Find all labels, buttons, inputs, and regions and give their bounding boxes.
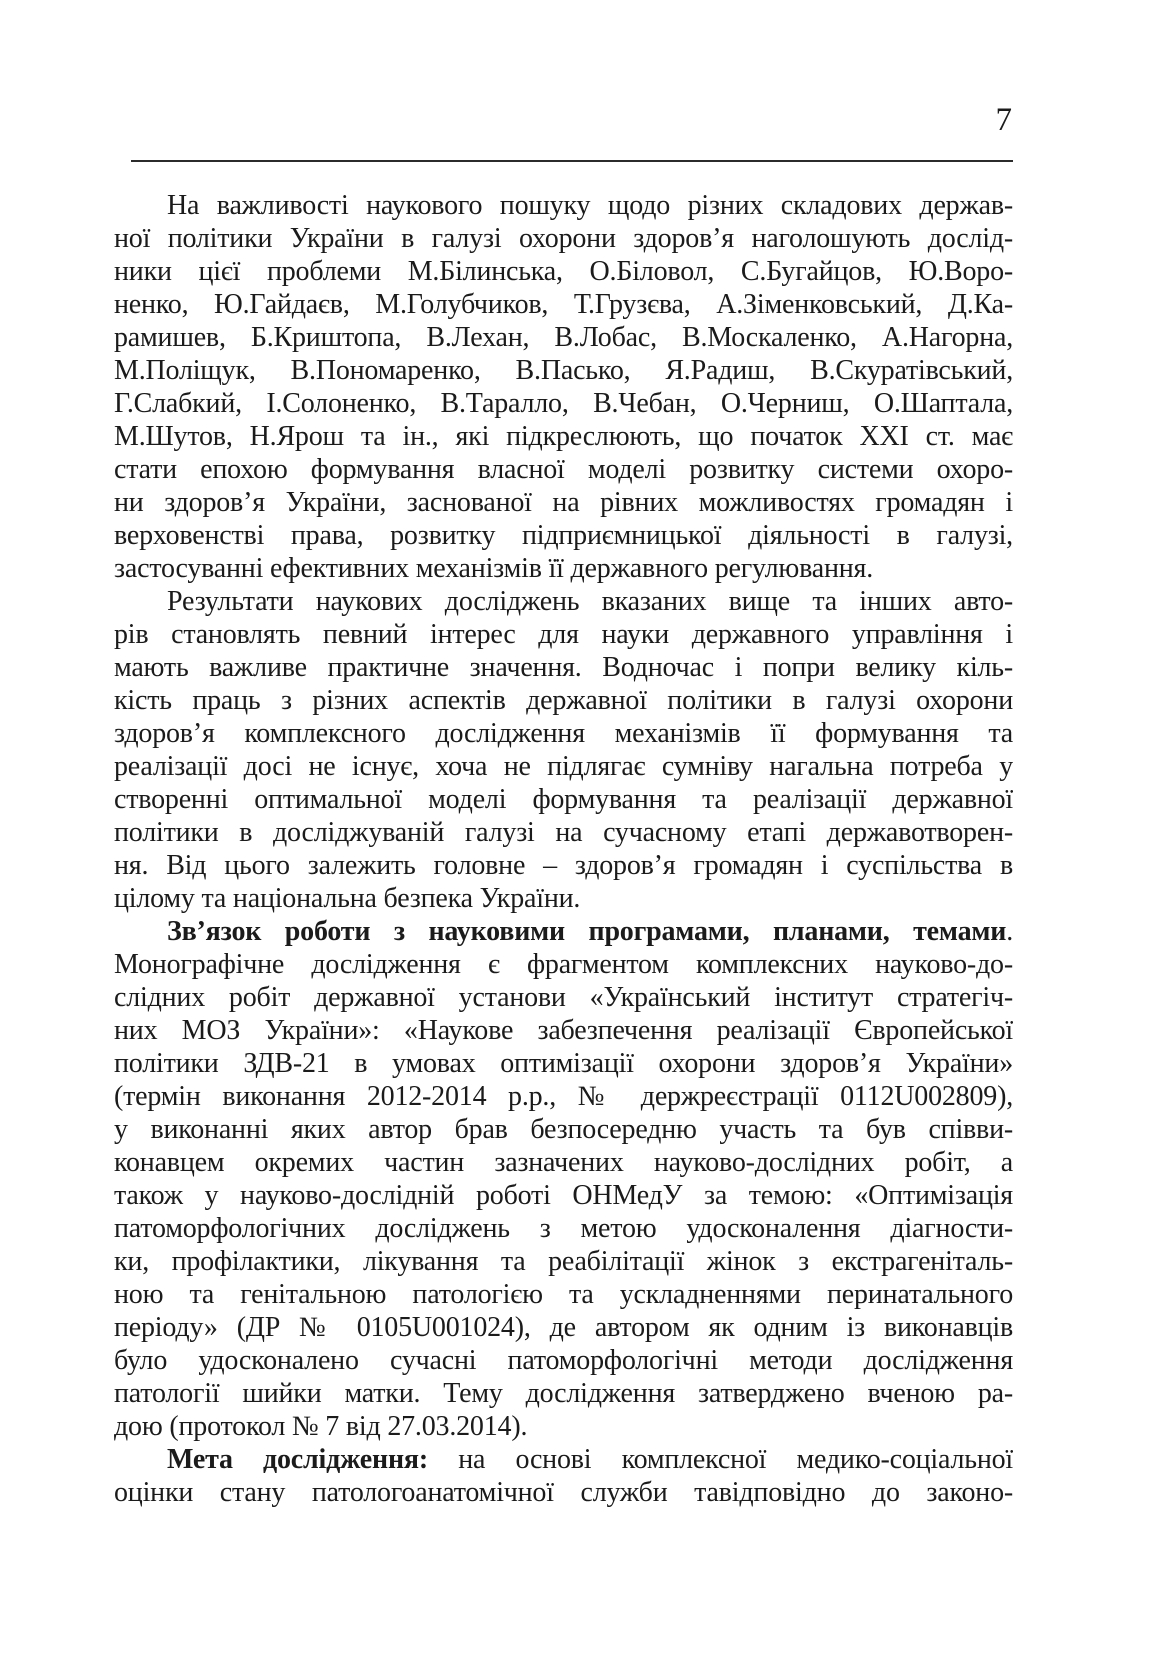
text-line: [114, 816, 1013, 849]
text-line: [114, 1212, 1013, 1245]
text-segment: ненко, Ю.Гайдаєв, М.Голубчиков, Т.Грузєва, А.Зіменковський, Д.Ка-: [114, 289, 1013, 320]
text-line: [114, 1179, 1013, 1212]
text-segment: ни здоров’я України, заснованої на рівних можливостях громадян і: [114, 487, 1013, 518]
text-segment: конавцем окремих частин зазначених науково-дослідних робіт, а: [114, 1147, 1013, 1178]
text-segment: Г.Слабкий, І.Солоненко, В.Таралло, В.Чебан, О.Черниш, О.Шаптала,: [114, 388, 1013, 419]
text-segment: рамишев, Б.Криштопа, В.Лехан, В.Лобас, В.Москаленко, А.Нагорна,: [114, 322, 1013, 353]
text-segment: було удосконалено сучасні патоморфологічні методи дослідження: [114, 1345, 1013, 1376]
text-segment: Монографічне дослідження є фрагментом комплексних науково-до-: [114, 949, 1013, 980]
text-segment: періоду» (ДР № 0105U001024), де автором як одним із виконавців: [114, 1312, 1013, 1343]
text-body: [114, 189, 1013, 1509]
text-segment: ної політики України в галузі охорони здоров’я наголошують дослід-: [114, 223, 1013, 254]
text-segment: кість праць з різних аспектів державної політики в галузі охорони: [114, 685, 1013, 716]
text-line: [114, 420, 1013, 453]
text-line: [114, 684, 1013, 717]
text-line: [114, 453, 1013, 486]
text-line: [114, 1410, 1013, 1443]
text-line: [114, 1146, 1013, 1179]
text-segment: них МОЗ України»: «Наукове забезпечення реалізації Європейської: [114, 1015, 1013, 1046]
text-line: [114, 321, 1013, 354]
text-segment: патоморфологічних досліджень з метою удосконалення діагности-: [114, 1213, 1013, 1244]
text-segment: реалізації досі не існує, хоча не підлягає сумніву нагальна потреба у: [114, 751, 1013, 782]
text-segment: ники цієї проблеми М.Білинська, О.Біловол, С.Бугайцов, Ю.Воро-: [114, 256, 1013, 287]
text-line: [114, 387, 1013, 420]
text-segment: створенні оптимальної моделі формування та реалізації державної: [114, 784, 1013, 815]
text-segment: у виконанні яких автор брав безпосередню участь та був співви-: [114, 1114, 1013, 1145]
text-segment: цілому та національна безпека України.: [114, 883, 581, 914]
paragraph: [114, 1443, 1013, 1509]
paragraph: [114, 189, 1013, 585]
text-segment: слідних робіт державної установи «Український інститут стратегіч-: [114, 982, 1013, 1013]
text-segment: Результати наукових досліджень вказаних вище та інших авто-: [167, 586, 1013, 617]
page-number: 7: [995, 102, 1012, 138]
text-segment: стати епохою формування власної моделі розвитку системи охоро-: [114, 454, 1013, 485]
text-line: [114, 783, 1013, 816]
text-segment: .: [1006, 916, 1013, 947]
text-line: [114, 1080, 1013, 1113]
text-segment: політики в досліджуваній галузі на сучасному етапі державотворен-: [114, 817, 1013, 848]
text-line: [114, 849, 1013, 882]
text-line: [114, 915, 1013, 948]
text-line: [114, 882, 1013, 915]
text-line: [114, 981, 1013, 1014]
text-line: [114, 618, 1013, 651]
text-segment: мають важливе практичне значення. Водночас і попри велику кіль-: [114, 652, 1013, 683]
text-line: [114, 354, 1013, 387]
text-segment: М.Шутов, Н.Ярош та ін., які підкреслюють, що початок ХХІ ст. має: [114, 421, 1013, 452]
text-segment: М.Поліщук, В.Пономаренко, В.Пасько, Я.Радиш, В.Скуратівський,: [114, 355, 1013, 386]
text-line: [114, 255, 1013, 288]
header-rule: [131, 160, 1013, 162]
text-line: [114, 1014, 1013, 1047]
text-line: [114, 486, 1013, 519]
text-segment: патології шийки матки. Тему дослідження затверджено вченою ра-: [114, 1378, 1013, 1409]
bold-lead: Мета дослідження:: [167, 1444, 428, 1475]
text-segment: рів становлять певний інтерес для науки державного управління і: [114, 619, 1013, 650]
text-line: [114, 1443, 1013, 1476]
text-segment: На важливості наукового пошуку щодо різних складових держав-: [167, 190, 1013, 221]
text-segment: дою (протокол № 7 від 27.03.2014).: [114, 1411, 528, 1442]
text-line: [114, 519, 1013, 552]
text-line: [114, 1344, 1013, 1377]
text-segment: (термін виконання 2012-2014 р.р., № держреєстрації 0112U002809),: [114, 1081, 1013, 1112]
text-line: [114, 222, 1013, 255]
text-line: [114, 552, 1013, 585]
text-line: [114, 1047, 1013, 1080]
bold-lead: Зв’язок роботи з науковими програмами, планами, темами: [167, 916, 1007, 947]
text-line: [114, 651, 1013, 684]
paragraph: [114, 585, 1013, 915]
text-line: [114, 1311, 1013, 1344]
text-segment: ня. Від цього залежить головне – здоров’я громадян і суспільства в: [114, 850, 1013, 881]
text-segment: здоров’я комплексного дослідження механізмів її формування та: [114, 718, 1013, 749]
text-segment: оцінки стану патологоанатомічної служби тавідповідно до законо-: [114, 1477, 1013, 1508]
text-line: [114, 750, 1013, 783]
text-line: [114, 1113, 1013, 1146]
text-segment: також у науково-дослідній роботі ОНМедУ за темою: «Оптимізація: [114, 1180, 1013, 1211]
paragraph: [114, 915, 1013, 1443]
text-line: [114, 717, 1013, 750]
text-line: [114, 948, 1013, 981]
text-line: [114, 585, 1013, 618]
text-line: [114, 288, 1013, 321]
text-segment: ною та генітальною патологією та ускладненнями перинатального: [114, 1279, 1013, 1310]
text-segment: застосуванні ефективних механізмів її державного регулювання.: [114, 553, 874, 584]
text-line: [114, 189, 1013, 222]
text-segment: політики ЗДВ-21 в умовах оптимізації охорони здоров’я України»: [114, 1048, 1013, 1079]
text-segment: на основі комплексної медико-соціальної: [427, 1444, 1013, 1475]
text-segment: ки, профілактики, лікування та реабілітації жінок з екстрагеніталь-: [114, 1246, 1013, 1277]
text-line: [114, 1245, 1013, 1278]
text-segment: верховенстві права, розвитку підприємницької діяльності в галузі,: [114, 520, 1013, 551]
text-line: [114, 1377, 1013, 1410]
text-line: [114, 1278, 1013, 1311]
text-line: [114, 1476, 1013, 1509]
